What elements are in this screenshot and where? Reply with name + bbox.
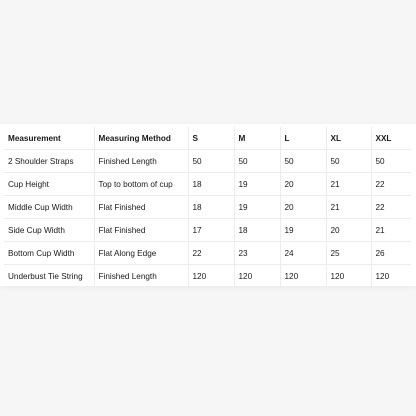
- cell-m: 19: [234, 173, 280, 196]
- cell-xl: 25: [326, 242, 371, 265]
- header-measurement: Measurement: [4, 127, 94, 150]
- cell-xxl: 22: [371, 173, 411, 196]
- table-row: [4, 150, 411, 173]
- header-size-l: L: [280, 127, 326, 150]
- cell-s: 50: [188, 150, 234, 173]
- header-measuring-method: Measuring Method: [94, 127, 188, 150]
- row-measurement: Bottom Cup Width: [4, 242, 94, 265]
- cell-l: 20: [280, 173, 326, 196]
- cell-l: 20: [280, 196, 326, 219]
- row-method: Flat Along Edge: [94, 242, 188, 265]
- table-row: [4, 196, 411, 219]
- header-size-m: M: [234, 127, 280, 150]
- size-chart-card: [0, 124, 416, 286]
- cell-xxl: 26: [371, 242, 411, 265]
- cell-xxl: 21: [371, 219, 411, 242]
- cell-s: 18: [188, 196, 234, 219]
- row-measurement: Side Cup Width: [4, 219, 94, 242]
- cell-l: 120: [280, 265, 326, 288]
- cell-xxl: 120: [375, 271, 390, 281]
- row-measurement: Cup Height: [4, 173, 94, 196]
- cell-m: 18: [234, 219, 280, 242]
- table-row: [4, 219, 411, 242]
- cell-l: 19: [280, 219, 326, 242]
- cell-s: 120: [188, 265, 234, 288]
- row-measurement: Middle Cup Width: [4, 196, 94, 219]
- row-measurement: Underbust Tie String: [4, 265, 94, 288]
- row-method: Flat Finished: [94, 196, 188, 219]
- header-size-xxl: XXL: [371, 127, 411, 150]
- cell-xl: 120: [326, 265, 371, 288]
- table-row: [4, 242, 411, 265]
- row-method: Flat Finished: [94, 219, 188, 242]
- cell-m: 120: [234, 265, 280, 288]
- table-row: [4, 173, 411, 196]
- row-method: Finished Length: [94, 265, 188, 288]
- cell-m: 23: [234, 242, 280, 265]
- cell-m: 50: [234, 150, 280, 173]
- cell-xl: 20: [326, 219, 371, 242]
- cell-xl: 21: [326, 196, 371, 219]
- table-header-row: [4, 127, 411, 150]
- cell-s: 18: [188, 173, 234, 196]
- size-chart-table: [4, 127, 411, 287]
- cell-l: 50: [280, 150, 326, 173]
- cell-m: 19: [234, 196, 280, 219]
- table-row: [4, 265, 411, 288]
- cell-xl: 21: [326, 173, 371, 196]
- cell-xxl: 50: [371, 150, 411, 173]
- header-size-s: S: [188, 127, 234, 150]
- cell-xxl: 22: [371, 196, 411, 219]
- row-method: Top to bottom of cup: [94, 173, 188, 196]
- cell-s: 22: [188, 242, 234, 265]
- header-size-xl: XL: [326, 127, 371, 150]
- cell-xl: 50: [326, 150, 371, 173]
- row-measurement: 2 Shoulder Straps: [4, 150, 94, 173]
- row-method: Finished Length: [94, 150, 188, 173]
- cell-s: 17: [188, 219, 234, 242]
- cell-l: 24: [280, 242, 326, 265]
